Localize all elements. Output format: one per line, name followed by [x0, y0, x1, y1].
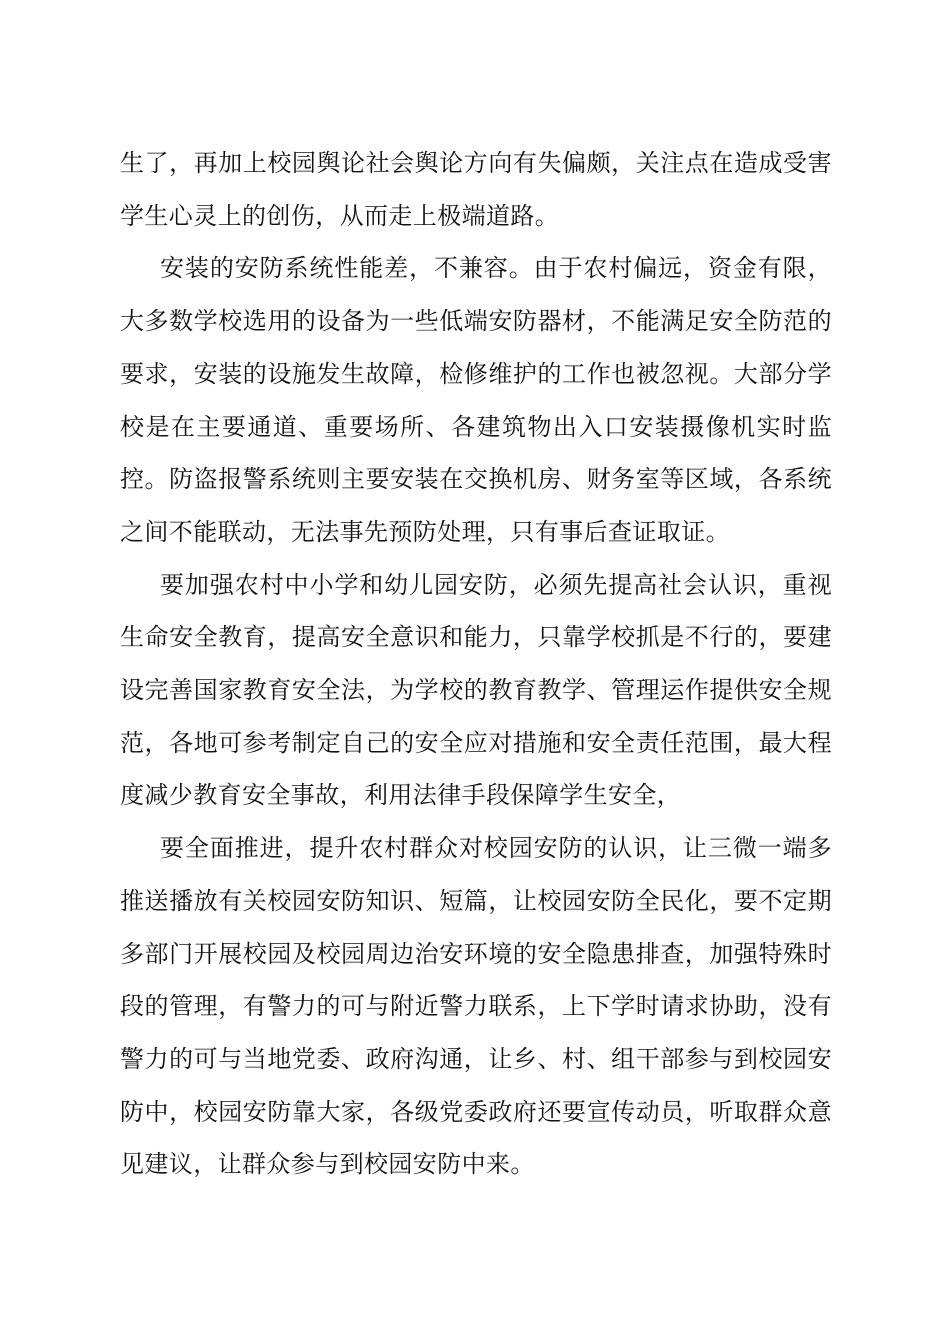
document-body	[120, 137, 832, 1191]
paragraph-public-awareness: 要全面推进，提升农村群众对校园安防的认识，让三微一端多推送播放有关校园安防知识、短篇，让校园安防全民化，要不定期多部门开展校园及校园周边治安环境的安全隐患排查，加强特殊时段的管理，有警力的可与附近警力联系，上下学时请求协助，没有警力的可与当地党委、政府沟通，让乡、村、组干部参与到校园安防中，校园安防靠大家，各级党委政府还要宣传动员，听取群众意见建议，让群众参与到校园安防中来。	[120, 834, 832, 1179]
paragraph-continuation: 生了，再加上校园舆论社会舆论方向有失偏颇，关注点在造成受害学生心灵上的创伤，从而走上极端道路。	[120, 149, 832, 230]
paragraph-safety-education: 要加强农村中小学和幼儿园安防，必须先提高社会认识，重视生命安全教育，提高安全意识和能力，只靠学校抓是不行的，要建设完善国家教育安全法，为学校的教育教学、管理运作提供安全规范，各地可参考制定自己的安全应对措施和安全责任范围，最大程度减少教育安全事故，利用法律手段保障学生安全，	[120, 570, 832, 810]
paragraph-security-system: 安装的安防系统性能差，不兼容。由于农村偏远，资金有限，大多数学校选用的设备为一些低端安防器材，不能满足安全防范的要求，安装的设施发生故障，检修维护的工作也被忽视。大部分学校是在主要通道、重要场所、各建筑物出入口安装摄像机实时监控。防盗报警系统则主要安装在交换机房、财务室等区域，各系统之间不能联动，无法事先预防处理，只有事后查证取证。	[120, 254, 832, 546]
